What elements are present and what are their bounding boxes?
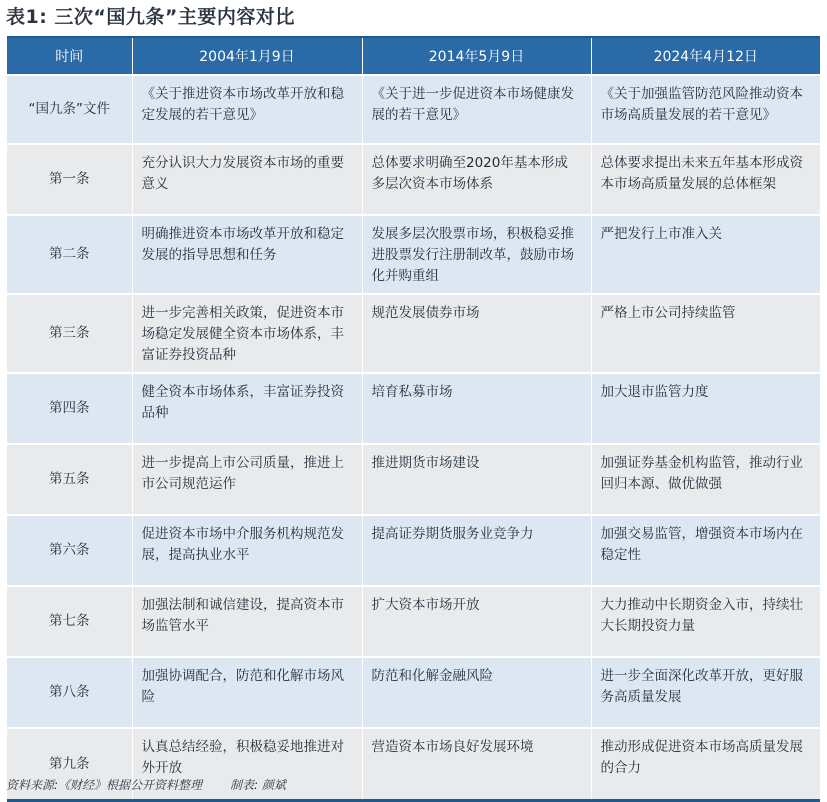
table-cell: 认真总结经验，积极稳妥地推进对外开放 [132,728,362,799]
table-cell: 总体要求提出未来五年基本形成资本市场高质量发展的总体框架 [591,144,820,215]
table-cell: 《关于加强监管防范风险推动资本市场高质量发展的若干意见》 [591,75,820,144]
table-cell: 加强协调配合，防范和化解市场风险 [132,657,362,728]
table-cell: 提高证券期货服务业竞争力 [362,515,591,586]
table-cell: 促进资本市场中介服务机构规范发展，提高执业水平 [132,515,362,586]
table-cell: 严格上市公司持续监管 [591,294,820,373]
table-cell: 充分认识大力发展资本市场的重要意义 [132,144,362,215]
table-cell: 培育私募市场 [362,373,591,444]
header-cell-2014: 2014年5月9日 [362,38,591,75]
table-row [7,657,820,728]
table-header-row [7,38,820,75]
table-cell: 进一步提高上市公司质量，推进上市公司规范运作 [132,444,362,515]
table-title: 表1: 三次“国九条”主要内容对比 [6,6,295,28]
row-label: 第八条 [7,657,132,728]
table-cell: 进一步全面深化改革开放，更好服务高质量发展 [591,657,820,728]
table-cell: 《关于推进资本市场改革开放和稳定发展的若干意见》 [132,75,362,144]
table-cell: 加大退市监管力度 [591,373,820,444]
source-text: 资料来源:《财经》根据公开资料整理 [6,778,203,792]
table-cell: 规范发展债券市场 [362,294,591,373]
table-cell: 健全资本市场体系，丰富证券投资品种 [132,373,362,444]
table-row [7,515,820,586]
table-cell: 大力推动中长期资金入市，持续壮大长期投资力量 [591,586,820,657]
table-cell: 严把发行上市准入关 [591,215,820,294]
table-cell: 加强证券基金机构监管，推动行业回归本源、做优做强 [591,444,820,515]
comparison-table [7,38,820,799]
source-note [6,776,286,794]
row-label: “国九条”文件 [7,75,132,144]
header-cell-time: 时间 [7,38,132,75]
table-cell: 发展多层次股票市场，积极稳妥推进股票发行注册制改革，鼓励市场化并购重组 [362,215,591,294]
table-row [7,373,820,444]
row-label: 第四条 [7,373,132,444]
table-cell: 防范和化解金融风险 [362,657,591,728]
table-row [7,75,820,144]
table-cell: 进一步完善相关政策，促进资本市场稳定发展健全资本市场体系，丰富证券投资品种 [132,294,362,373]
table-row [7,586,820,657]
table-row [7,215,820,294]
row-label: 第六条 [7,515,132,586]
table-cell: 营造资本市场良好发展环境 [362,728,591,799]
table-row [7,444,820,515]
table-row [7,144,820,215]
row-label: 第二条 [7,215,132,294]
row-label: 第九条 [7,728,132,799]
table-cell: 《关于进一步促进资本市场健康发展的若干意见》 [362,75,591,144]
comparison-table-wrapper [7,36,820,802]
table-row [7,294,820,373]
row-label: 第一条 [7,144,132,215]
table-cell: 扩大资本市场开放 [362,586,591,657]
table-cell: 明确推进资本市场改革开放和稳定发展的指导思想和任务 [132,215,362,294]
table-cell: 总体要求明确至2020年基本形成多层次资本市场体系 [362,144,591,215]
table-cell: 加强交易监管，增强资本市场内在稳定性 [591,515,820,586]
row-label: 第三条 [7,294,132,373]
table-cell: 加强法制和诚信建设，提高资本市场监管水平 [132,586,362,657]
table-cell: 推进期货市场建设 [362,444,591,515]
header-cell-2004: 2004年1月9日 [132,38,362,75]
table-cell: 推动形成促进资本市场高质量发展的合力 [591,728,820,799]
maker-text: 制表: 颜斌 [230,778,286,792]
row-label: 第七条 [7,586,132,657]
row-label: 第五条 [7,444,132,515]
header-cell-2024: 2024年4月12日 [591,38,820,75]
